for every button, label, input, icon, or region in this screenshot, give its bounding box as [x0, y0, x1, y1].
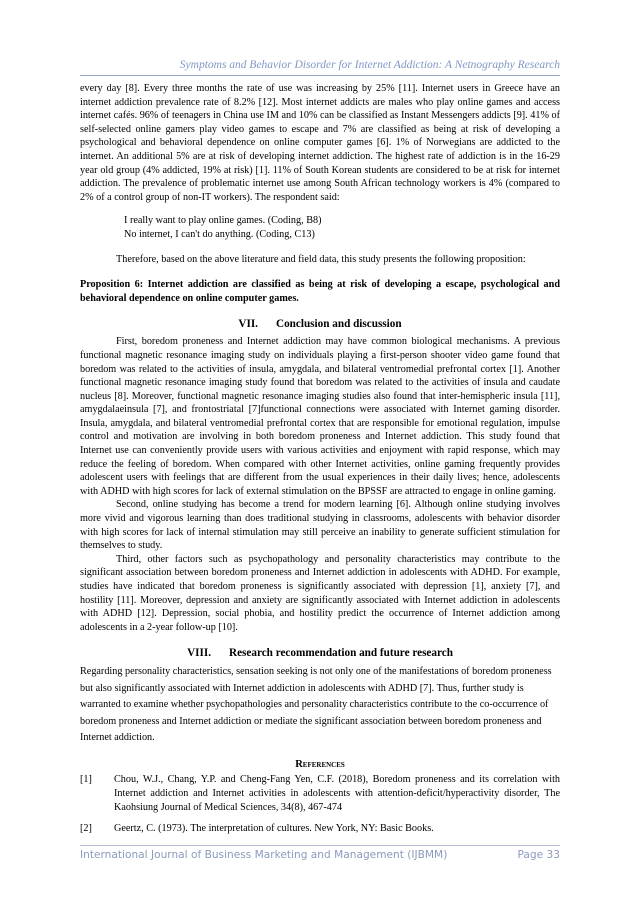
section-title: Research recommendation and future research [229, 647, 453, 660]
reference-item [80, 773, 560, 814]
footer-rule [80, 845, 560, 846]
respondent-quotes [80, 214, 560, 241]
section-title: Conclusion and discussion [275, 318, 402, 331]
section-number: VIII. [187, 647, 211, 660]
paragraph-prevalence: every day [8]. Every three months the rate of use was increasing by 25% [11]. Internet users in Greece have an internet addiction prevalence rate of 8.2% [12]. Most internet addicts are males who play online games and access internet cafés. 96% of teenagers in China use IM and 10% can be classified as Instant Messengers addicts [9]. 41% of self-selected online gamers play video games to escape and 7% are classified as being at risk of developing a psychological and behavioral dependence on online computer games [6]. 1% of Norwegians are addicted to the internet. An additional 5% are at risk of developing internet addiction. The highest rate of addiction is in the 16-29 year old group (4% addicted, 19% at risk) [1]. 11% of South Korean students are considered to be at risk for internet addiction. The prevalence of problematic internet use among South African technology workers is 4% (compared to 2% of a control group of non-IT workers). The respondent said: [80, 83, 560, 203]
journal-name: International Journal of Business Marketing and Management (IJBMM) [80, 849, 448, 861]
reference-number: [2] [80, 823, 92, 835]
reference-item [80, 822, 560, 836]
running-head: Symptoms and Behavior Disorder for Internet Addiction: A Netnography Research [179, 59, 560, 71]
proposition-6: Proposition 6: Internet addiction are classified as being at risk of developing a escape, psychological and behavioral dependence on online computer games. [80, 279, 560, 304]
reference-number: [1] [80, 774, 92, 786]
reference-text: Chou, W.J., Chang, Y.P. and Cheng-Fang Yen, C.F. (2018), Boredom proneness and its correlation with Internet addiction and Internet activities in adolescents with attention-deficit/hyperactivity disorder, The Kaohsiung Journal of Medical Sciences, 34(8), 467-474 [114, 774, 560, 813]
reference-text: Geertz, C. (1973). The interpretation of cultures. New York, NY: Basic Books. [114, 823, 434, 835]
section-number: VII. [238, 318, 258, 331]
section-heading-conclusion [80, 317, 560, 331]
page-number: Page 33 [517, 849, 560, 861]
footer [80, 848, 560, 862]
paragraph-recommendation: Regarding personality characteristics, sensation seeking is not only one of the manifestations of boredom proneness but also significantly associated with Internet addiction in adolescents with ADHD [7]. Thus, further study is warranted to examine whether psychopathologies and personality characteristics contribute to the co-occurrence of boredom proneness and Internet addiction or mediate the significant association between boredom proneness and Internet addiction. [80, 666, 552, 743]
paragraph-first: First, boredom proneness and Internet addiction may have common biological mechanisms. A previous functional magnetic resonance imaging study on individuals playing a first-person shooter video game found that boredom was related to the activities of insula, amygdala, and bilateral ventromedial prefrontal cortex [1]. Another functional magnetic resonance imaging study found that boredom was related to the activities of insula and caudate nucleus [8]. Moreover, functional magnetic resonance imaging studies also found that inter-hemispheric insula [11], amygdalaeinsula [7], and frontostriatal [7]functional connections were associated with Internet gaming disorder. Insula, amygdala, and bilateral ventromedial prefrontal cortex that are responsible for emotional regulation, impulse control and motivation are involving in both boredom proneness and Internet addiction. This study found that Internet use can conveniently provide users with various activities and enjoyment with rapid response, which may reduce the feeling of boredom. When compared with other Internet activities, online gaming frequently provides adolescent users with feelings that are different from the usual experiences in their daily lives; hence, adolescents with ADHD with high scores for lack of external stimulation on the BPSSF are attracted to engage in online gaming. [80, 336, 560, 497]
references-heading: References [295, 759, 345, 771]
paragraph-transition: Therefore, based on the above literature and field data, this study presents the following proposition: [116, 253, 526, 265]
respondent-quote: I really want to play online games. (Coding, B8) [124, 215, 322, 227]
page-body [80, 82, 560, 836]
section-heading-recommendation [80, 646, 560, 660]
header-rule [80, 75, 560, 76]
respondent-quote: No internet, I can't do anything. (Coding, C13) [124, 228, 315, 240]
paragraph-second: Second, online studying has become a trend for modern learning [6]. Although online studying involves more vivid and vigorous learning than does traditional studying in classrooms, adolescents with behavior disorder with high scores for lack of internal stimulation may still perceive an inability to generate sufficient stimulation for themselves to study. [80, 499, 560, 552]
paragraph-third: Third, other factors such as psychopathology and personality characteristics may contribute to the significant association between boredom proneness and Internet addiction in adolescents with ADHD. For example, studies have indicated that boredom proneness is significantly associated with depression [1], anxiety [7], and hostility [11]. Moreover, depression and anxiety are significantly associated with Internet addiction in adolescents with ADHD [12]. Depression, social phobia, and hostility predict the occurrence of Internet addiction among adolescents in a 2-year follow-up [10]. [80, 553, 560, 633]
